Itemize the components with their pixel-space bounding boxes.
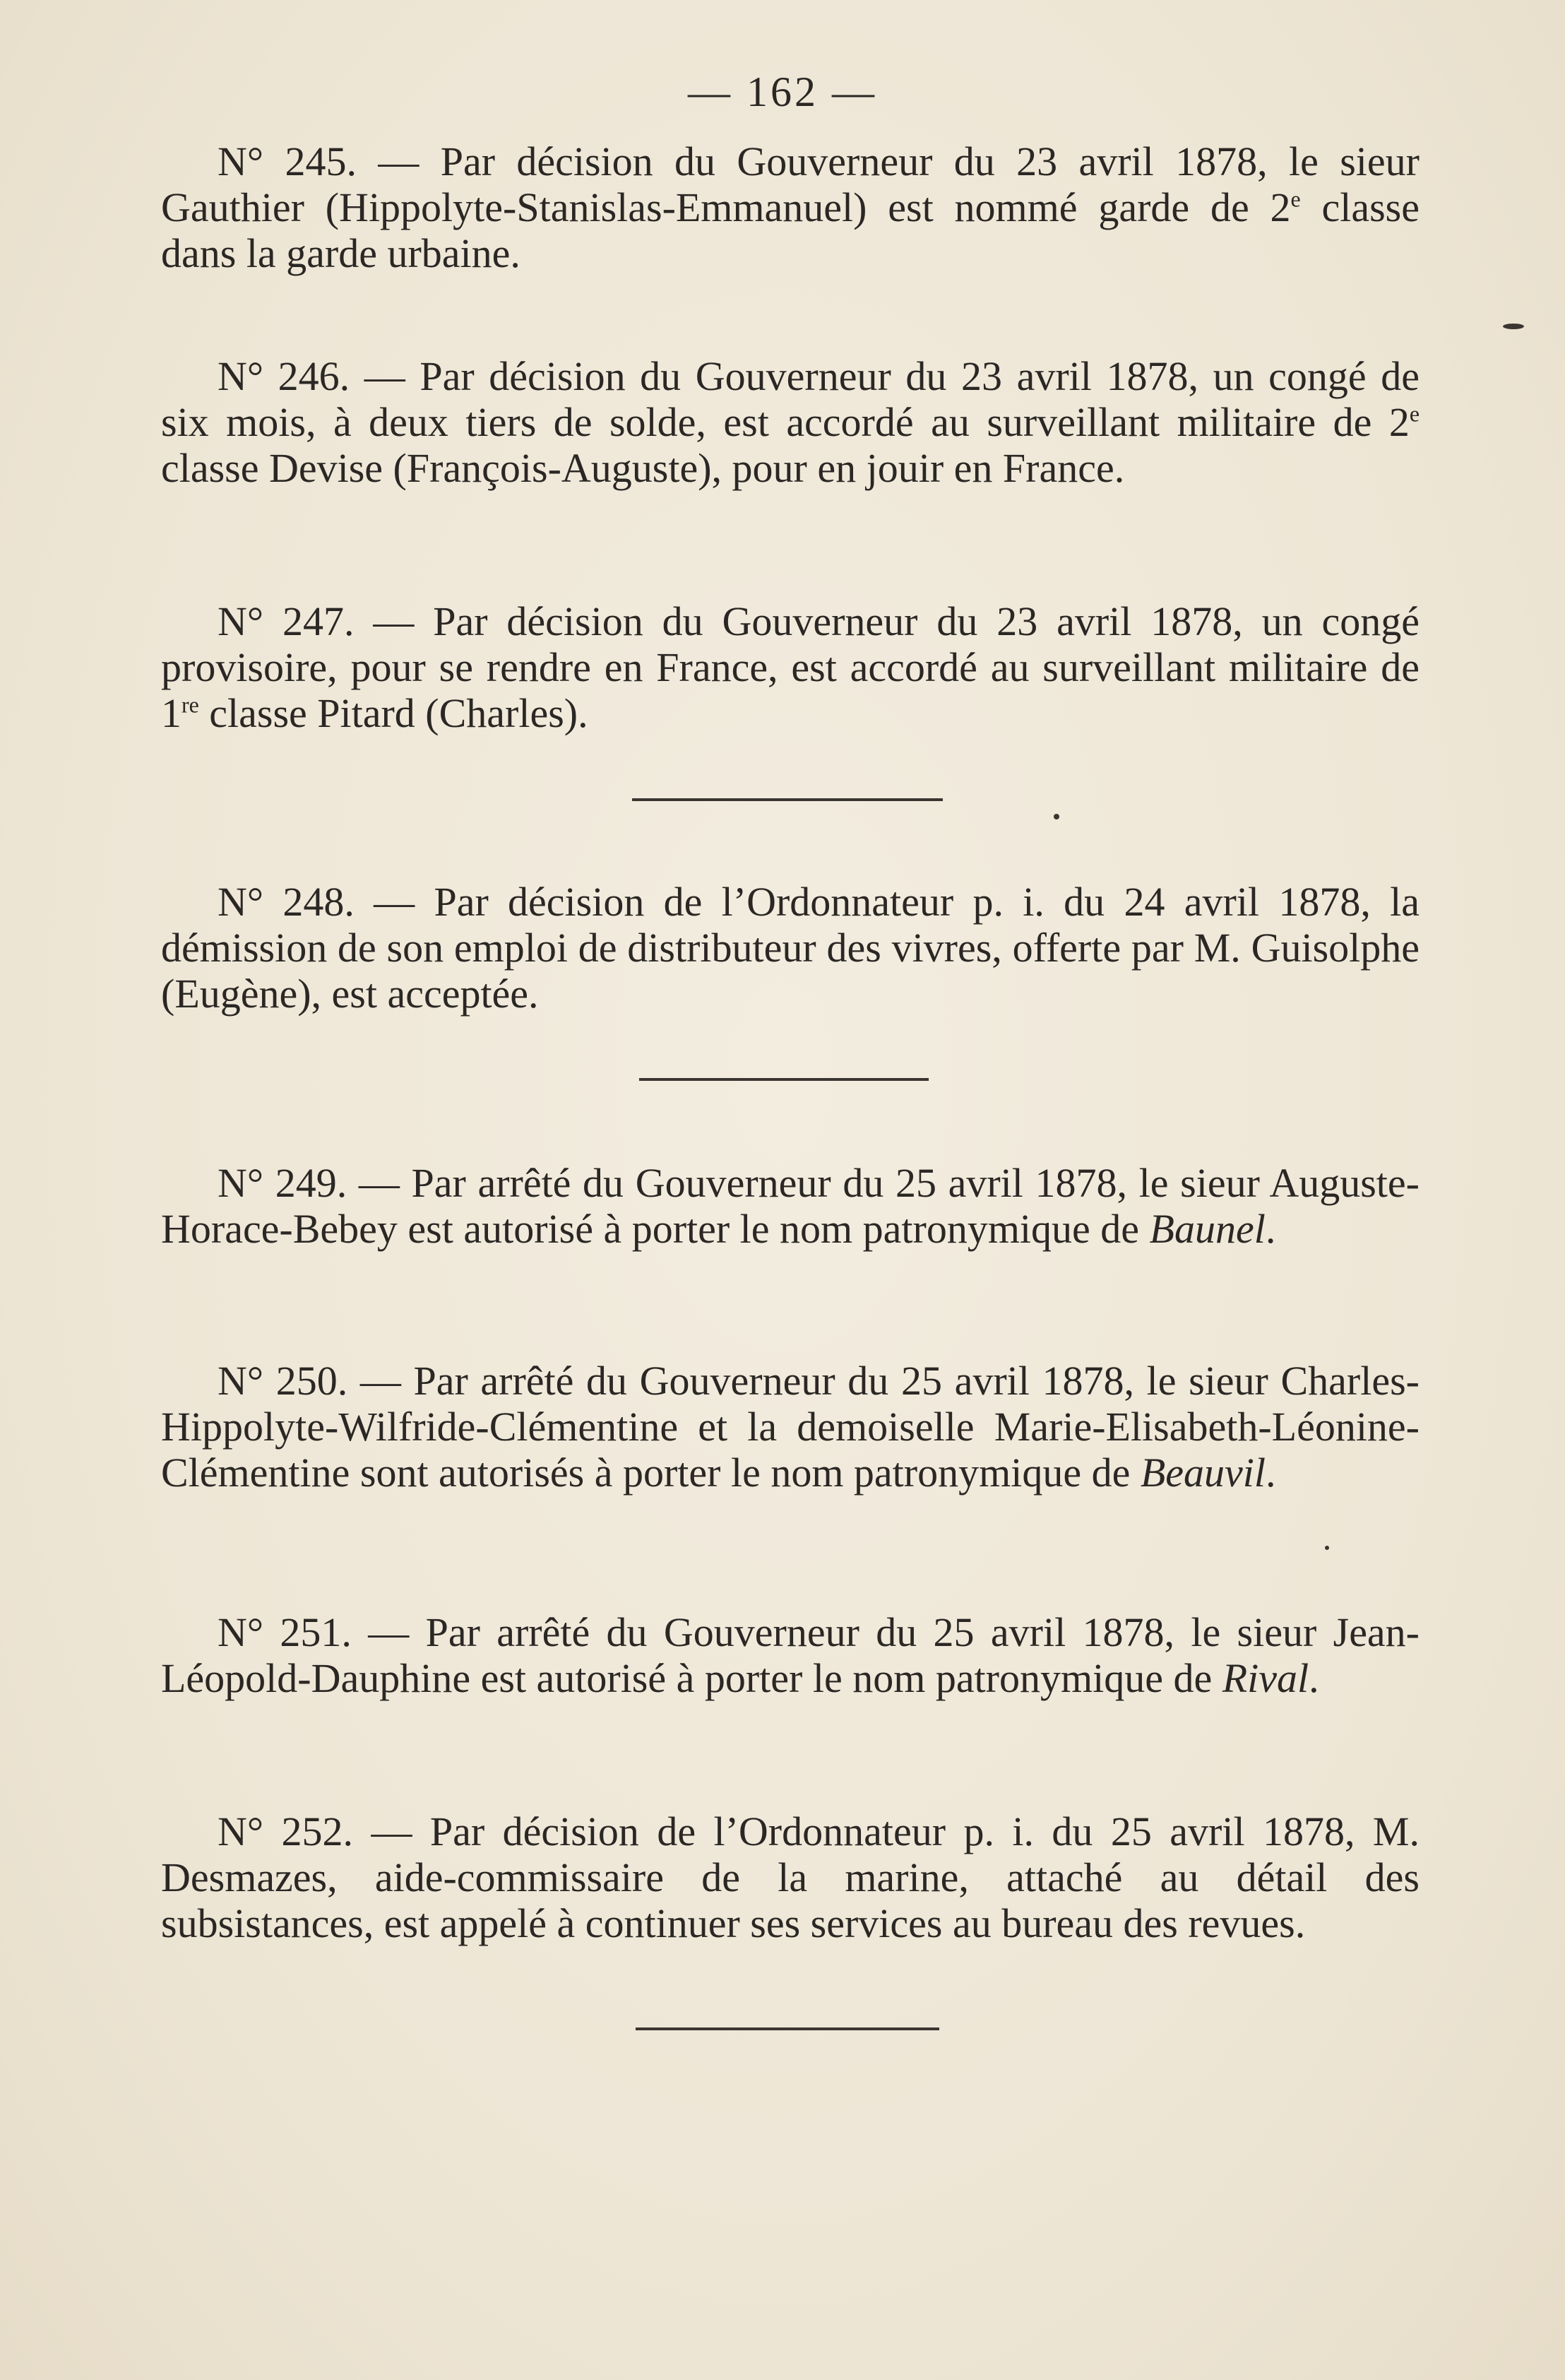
entry-paragraph: [161, 1358, 1420, 1496]
entry-text: — Par décision du Gouverneur du 23 avril 1878, un congé provisoire, pour se rendre en France, est accordé au surveillant militaire de 1: [161, 598, 1420, 736]
entry-text: — Par décision de l’Ordonnateur p. i. du 24 avril 1878, la démission de son emploi de distributeur des vivres, offerte par M. Guisolphe (Eugène), est acceptée.: [161, 879, 1420, 1017]
patronymic-name: Beauvil: [1140, 1450, 1266, 1496]
entry-text: — Par arrêté du Gouverneur du 25 avril 1878, le sieur Charles-Hippolyte-Wilfride-Clémentine et la demoiselle Marie-Elisabeth-Léonine-Clémentine sont autorisés à porter le nom patronymique de: [161, 1358, 1420, 1496]
entry-248: [161, 879, 1420, 1017]
patronymic-name: Baunel: [1149, 1206, 1266, 1252]
entry-number: N° 251.: [218, 1609, 352, 1655]
section-divider: [632, 798, 943, 801]
entry-245: [161, 138, 1420, 276]
entry-249: [161, 1160, 1420, 1252]
entry-number: N° 252.: [218, 1808, 354, 1854]
entry-text: — Par arrêté du Gouverneur du 25 avril 1878, le sieur Jean-Léopold-Dauphine est autorisé à porter le nom patronymique de: [161, 1609, 1420, 1701]
entry-number: N° 245.: [218, 138, 357, 184]
entry-superscript: e: [1290, 187, 1301, 212]
entry-247: [161, 598, 1420, 736]
entry-251: [161, 1609, 1420, 1701]
entry-246: [161, 353, 1420, 491]
entry-number: N° 250.: [218, 1358, 348, 1404]
scan-speck: [1054, 814, 1059, 819]
scan-speck: [1503, 324, 1524, 329]
entry-paragraph: [161, 1808, 1420, 1946]
scan-speck: [1325, 1546, 1329, 1550]
entry-252: [161, 1808, 1420, 1946]
entry-paragraph: [161, 1609, 1420, 1701]
entry-text-tail: .: [1265, 1450, 1276, 1496]
entry-number: N° 249.: [218, 1160, 347, 1206]
entry-paragraph: [161, 138, 1420, 276]
entry-text-tail: classe dans la garde urbaine.: [161, 184, 1420, 276]
entry-text: — Par décision du Gouverneur du 23 avril 1878, un congé de six mois, à deux tiers de solde, est accordé au surveillant militaire de 2: [161, 353, 1420, 445]
page-number: — 162 —: [688, 69, 877, 115]
entry-paragraph: [161, 879, 1420, 1017]
entry-number: N° 248.: [218, 879, 355, 925]
entry-text-tail: classe Devise (François-Auguste), pour en jouir en France.: [161, 445, 1125, 491]
entry-text: — Par décision du Gouverneur du 23 avril 1878, le sieur Gauthier (Hippolyte-Stanislas-Emmanuel) est nommé garde de 2: [161, 138, 1420, 230]
entry-paragraph: [161, 353, 1420, 491]
entry-250: [161, 1358, 1420, 1496]
entry-text-tail: .: [1265, 1206, 1276, 1252]
entry-text: — Par arrêté du Gouverneur du 25 avril 1878, le sieur Auguste-Horace-Bebey est autorisé à porter le nom patronymique de: [161, 1160, 1420, 1252]
entry-text-tail: .: [1309, 1655, 1319, 1701]
entry-paragraph: [161, 1160, 1420, 1252]
section-divider: [636, 2027, 939, 2030]
entry-superscript: re: [182, 692, 199, 718]
entry-text: — Par décision de l’Ordonnateur p. i. du 25 avril 1878, M. Desmazes, aide-commissaire de la marine, attaché au détail des subsistances, est appelé à continuer ses services au bureau des revues.: [161, 1808, 1420, 1946]
entry-number: N° 247.: [218, 598, 355, 644]
entry-text-tail: classe Pitard (Charles).: [198, 690, 588, 736]
section-divider: [639, 1078, 929, 1081]
entry-superscript: e: [1409, 401, 1420, 427]
patronymic-name: Rival: [1222, 1655, 1309, 1701]
entry-number: N° 246.: [218, 353, 350, 399]
entry-paragraph: [161, 598, 1420, 736]
